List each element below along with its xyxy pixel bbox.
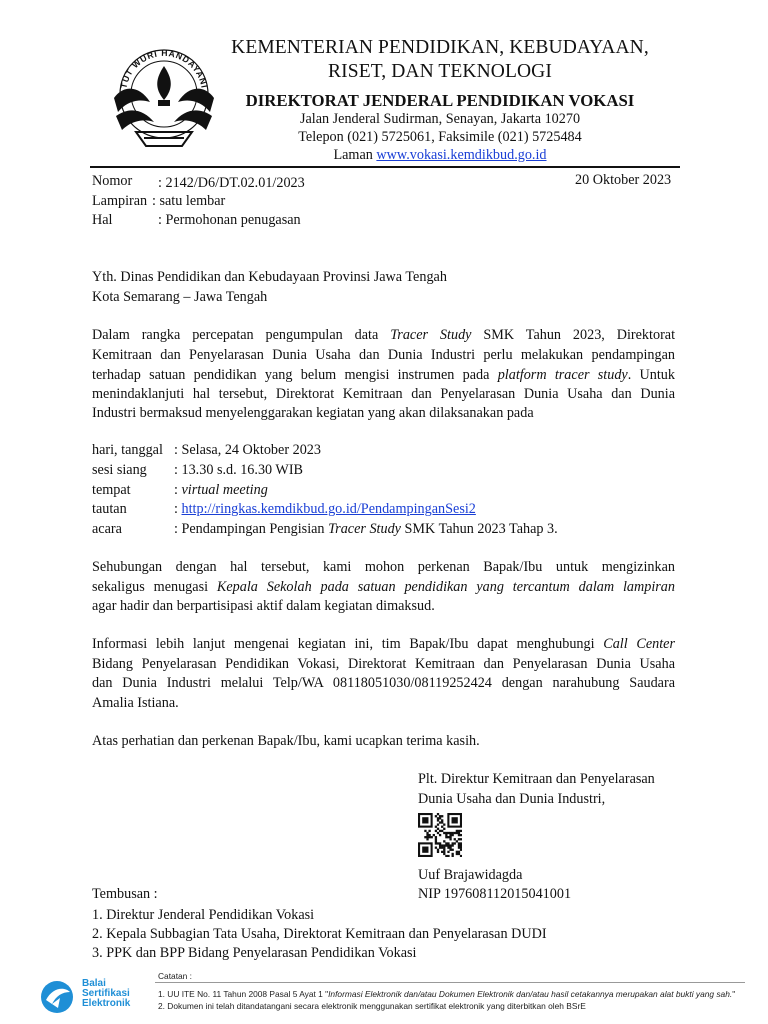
paragraph3-line3: dan Dunia Industri melalui Telp/WA 08118051030/08119252424 dengan narahubung Saudara <box>92 675 675 691</box>
footer-note-1 <box>158 988 735 1001</box>
schedule-day-value: : Selasa, 24 Oktober 2023 <box>174 442 321 458</box>
paragraph2-line2 <box>92 578 675 598</box>
lampiran-value: : satu lembar <box>152 193 226 209</box>
paragraph1-line2: Kemitraan dan Penyelarasan Dunia Usaha dan Dunia Industri perlu melakukan pendampingan <box>92 347 675 363</box>
paragraph3-line2: Bidang Penyelarasan Pendidikan Vokasi, Direktorat Kemitraan dan Penyelarasan Dunia Usaha <box>92 656 675 672</box>
website-link[interactable]: www.vokasi.kemdikbud.go.id <box>376 147 547 163</box>
cc-item-1: 1. Direktur Jenderal Pendidikan Vokasi <box>92 907 315 923</box>
footer-divider <box>155 982 745 983</box>
bsre-emblem-icon <box>38 978 78 1018</box>
link-colon: : <box>174 501 178 517</box>
website-line <box>200 146 680 165</box>
bsre-logo <box>38 976 153 1016</box>
schedule-link-value <box>174 500 476 520</box>
schedule-place-value <box>174 481 268 501</box>
closing-sentence: Atas perhatian dan perkenan Bapak/Ibu, kami ucapkan terima kasih. <box>92 733 480 749</box>
paragraph2-line1: Sehubungan dengan hal tersebut, kami mohon perkenan Bapak/Ibu untuk mengizinkan <box>92 559 675 575</box>
note1-text-c: " <box>732 989 736 999</box>
paragraph1-line3 <box>92 366 675 386</box>
paragraph2-line3: agar hadir dan berpartisipasi aktif dalam kegiatan dimaksud. <box>92 598 435 614</box>
note1-text-a: 1. UU ITE No. 11 Tahun 2008 Pasal 5 Ayat 1 " <box>158 989 329 999</box>
schedule-place-label: tempat <box>92 482 131 498</box>
header-divider <box>90 166 680 168</box>
p1-tracer-study: Tracer Study <box>390 327 472 343</box>
bsre-label-line3: Elektronik <box>82 998 131 1009</box>
nomor-label: Nomor <box>92 173 133 189</box>
paragraph3-line4: Amalia Istiana. <box>92 695 179 711</box>
bsre-label-line2: Sertifikasi <box>82 988 130 999</box>
signature-qr-code <box>418 813 462 857</box>
p1-platform: platform tracer study <box>497 367 628 383</box>
website-label: Laman <box>333 147 373 163</box>
paragraph3-line1 <box>92 635 675 655</box>
qr-code-graphic <box>418 813 462 857</box>
p2-text-a: sekaligus menugasi <box>92 579 209 595</box>
schedule-event-value <box>174 520 558 540</box>
p1-text-c: SMK Tahun 2023, Direktorat <box>483 327 676 343</box>
p1-l3-text-a: terhadap satuan pendidikan yang belum mengisi instrumen pada <box>92 367 490 383</box>
schedule-link-label: tautan <box>92 501 127 517</box>
schedule-day-label: hari, tanggal <box>92 442 163 458</box>
cc-item-2: 2. Kepala Subbagian Tata Usaha, Direktorat Kemitraan dan Penyelarasan DUDI <box>92 926 547 942</box>
nomor-value: : 2142/D6/DT.02.01/2023 <box>158 175 305 191</box>
p3-text-a: Informasi lebih lanjut mengenai kegiatan ini, tim Bapak/Ibu dapat menghubungi <box>92 636 595 652</box>
place-colon: : <box>174 482 178 498</box>
signer-nip: NIP 197608112015041001 <box>418 886 572 902</box>
signer-title-line2: Dunia Usaha dan Dunia Industri, <box>418 791 606 807</box>
event-text-c: SMK Tahun 2023 Tahap 3. <box>404 521 558 537</box>
signer-title-line1: Plt. Direktur Kemitraan dan Penyelarasan <box>418 771 655 787</box>
cc-label: Tembusan : <box>92 886 158 902</box>
hal-label: Hal <box>92 212 113 228</box>
p1-text-a: Dalam rangka percepatan pengumpulan data <box>92 327 379 343</box>
recipient-line2: Kota Semarang – Jawa Tengah <box>92 289 268 305</box>
footer-catatan-label: Catatan : <box>158 971 192 981</box>
address-line: Jalan Jenderal Sudirman, Senayan, Jakarta 10270 <box>299 111 581 127</box>
phone-line: Telepon (021) 5725061, Faksimile (021) 5725484 <box>298 129 582 145</box>
paragraph1-line1 <box>92 326 675 346</box>
signer-name: Uuf Brajawidagda <box>418 867 523 883</box>
schedule-session-value: : 13.30 s.d. 16.30 WIB <box>174 462 304 478</box>
hal-value: : Permohonan penugasan <box>158 212 301 228</box>
p3-call-center: Call Center <box>603 636 675 652</box>
schedule-session-label: sesi siang <box>92 462 147 478</box>
meeting-link[interactable]: http://ringkas.kemdikbud.go.id/PendampinganSesi2 <box>181 501 476 517</box>
logo-motto: TUT WURI HANDAYANI <box>118 47 210 90</box>
recipient-line1: Yth. Dinas Pendidikan dan Kebudayaan Provinsi Jawa Tengah <box>92 269 447 285</box>
paragraph1-line4: menindaklanjuti hal tersebut, Direktorat Kemitraan dan Penyelarasan Dunia Usaha dan Dunia <box>92 386 675 402</box>
lampiran-label: Lampiran <box>92 193 148 209</box>
event-text-a: : Pendampingan Pengisian <box>174 521 325 537</box>
ministry-name-line2: RISET, DAN TEKNOLOGI <box>328 61 552 82</box>
note1-italic: Informasi Elektronik dan/atau Dokumen Elektronik dan/atau hasil cetakannya merupakan alat bukti yang sah. <box>328 989 733 999</box>
paragraph1-line5: Industri bermaksud menyelenggarakan kegiatan yang akan dilaksanakan pada <box>92 405 534 421</box>
schedule-event-label: acara <box>92 521 122 537</box>
ministry-name-line1: KEMENTERIAN PENDIDIKAN, KEBUDAYAAN, <box>231 37 649 58</box>
directorate-name: DIREKTORAT JENDERAL PENDIDIKAN VOKASI <box>245 91 635 110</box>
place-text: virtual meeting <box>181 482 268 498</box>
p1-l3-text-c: . Untuk <box>627 367 675 383</box>
bsre-label-line1: Balai <box>82 978 106 989</box>
footer-note-2: 2. Dokumen ini telah ditandatangani secara elektronik menggunakan sertifikat elektronik yang diterbitkan oleh BSrE <box>158 1001 586 1011</box>
cc-item-3: 3. PPK dan BPP Bidang Penyelarasan Pendidikan Vokasi <box>92 945 417 961</box>
event-tracer-study: Tracer Study <box>328 521 401 537</box>
p2-italic: Kepala Sekolah pada satuan pendidikan yang tercantum dalam lampiran <box>216 579 675 595</box>
letter-date: 20 Oktober 2023 <box>575 172 672 188</box>
